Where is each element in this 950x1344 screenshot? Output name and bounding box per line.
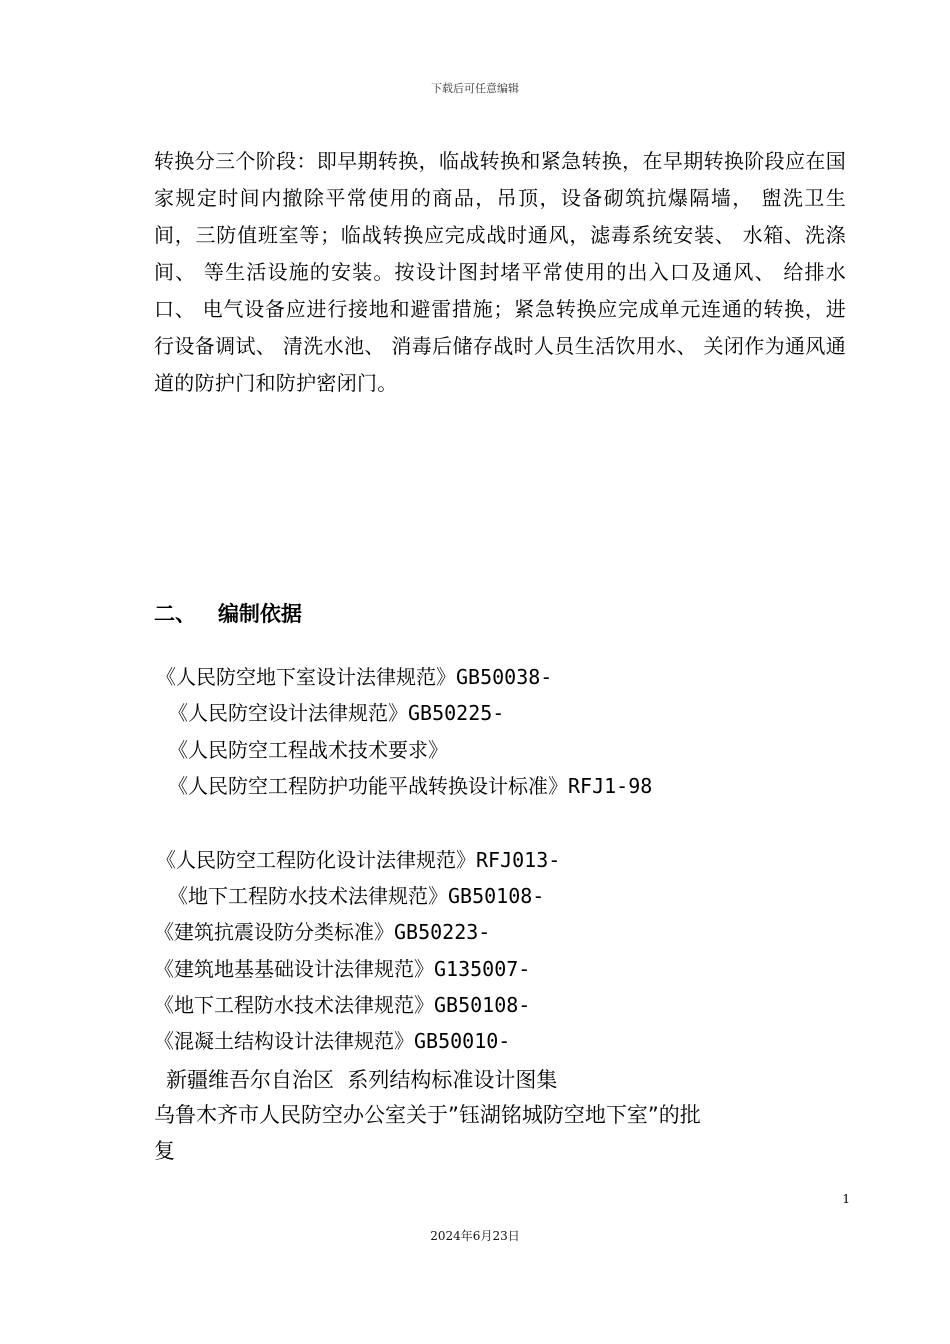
reference-item: 《人民防空设计法律规范》GB50225-	[168, 701, 505, 725]
reference-item: 《建筑地基基础设计法律规范》G135007-	[154, 957, 531, 981]
reference-item: 新疆维吾尔自治区 系列结构标准设计图集	[166, 1068, 558, 1092]
page-number: 1	[842, 1192, 850, 1206]
reference-item: 《建筑抗震设防分类标准》GB50223-	[154, 920, 491, 944]
reference-item: 《人民防空工程防化设计法律规范》RFJ013-	[156, 848, 561, 872]
reference-item: 《地下工程防水技术法律规范》GB50108-	[168, 884, 545, 908]
page-header: 下载后可任意编辑	[431, 82, 519, 95]
section-number: 二、	[154, 602, 196, 626]
reference-item: 《人民防空工程战术技术要求》	[168, 738, 448, 762]
page-footer-date: 2024年6月23日	[430, 1229, 520, 1243]
reference-item: 复	[154, 1139, 175, 1163]
section-title: 编制依据	[217, 602, 302, 626]
reference-item: 《地下工程防水技术法律规范》GB50108-	[154, 993, 531, 1017]
reference-item: 乌鲁木齐市人民防空办公室关于”钰湖铭城防空地下室”的批	[154, 1103, 701, 1127]
body-paragraph: 转换分三个阶段：即早期转换，临战转换和紧急转换，在早期转换阶段应在国家规定时间内撤除平常使用的商品，吊顶，设备砌筑抗爆隔墙， 盥洗卫生间，三防值班室等；临战转换应完成战时通风，滤毒系统安装、 水箱、洗涤间、 等生活设施的安装。按设计图封堵平常使用的出入口及通风、 给排水口、 电气设备应进行接地和避雷措施；紧急转换应完成单元连通的转换，进行设备调试、 清洗水池、 消毒后储存战时人员生活饮用水、 关闭作为通风通道的防护门和防护密闭门。	[154, 149, 846, 395]
reference-item: 《混凝土结构设计法律规范》GB50010-	[154, 1029, 511, 1053]
reference-item: 《人民防空工程防护功能平战转换设计标准》RFJ1-98	[168, 774, 653, 798]
reference-item: 《人民防空地下室设计法律规范》GB50038-	[156, 665, 553, 689]
section-heading	[154, 598, 554, 628]
